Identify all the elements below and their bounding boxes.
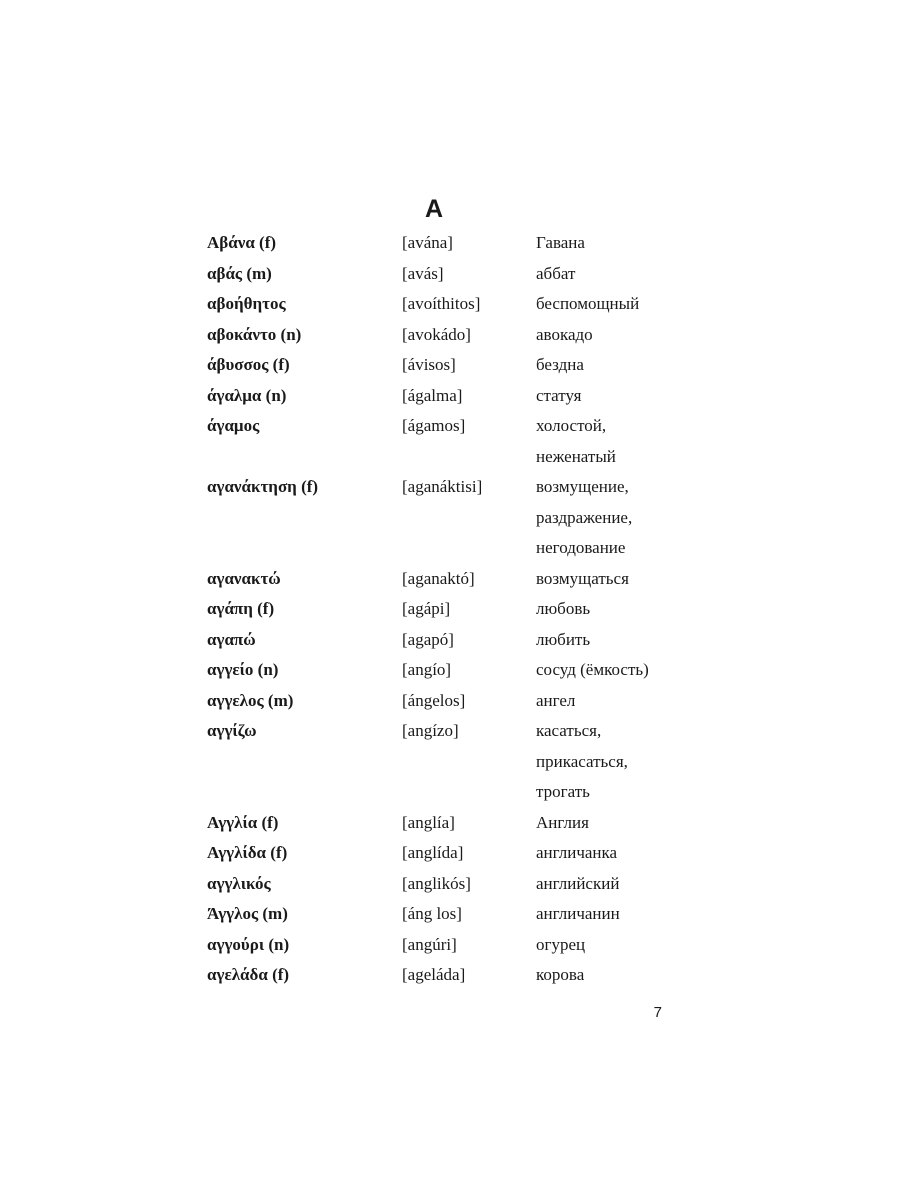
- entry-translation: [536, 838, 677, 869]
- entry-translation: [536, 686, 677, 717]
- translation-line: англичанка: [536, 843, 618, 862]
- entry-pronunciation: [anglía]: [402, 812, 455, 832]
- translation-line: огурец: [536, 934, 586, 954]
- entry-pronunciation: [aganaktó]: [402, 568, 475, 588]
- dictionary-entry: [207, 625, 677, 656]
- entry-pronunciation: [ágamos]: [402, 416, 466, 435]
- translation-line: трогать: [536, 782, 590, 801]
- entry-term: αγγίζω: [207, 721, 257, 740]
- dictionary-entry: [207, 899, 677, 930]
- dictionary-entry: [207, 289, 677, 320]
- entry-pronunciation: [ávisos]: [402, 355, 456, 374]
- entry-translation: [536, 625, 677, 656]
- translation-line: любить: [536, 629, 591, 649]
- entry-translation: [536, 930, 677, 961]
- entry-term: αγανακτώ: [207, 568, 281, 588]
- entry-term: αβοκάντο (n): [207, 324, 302, 344]
- entry-pronunciation: [anglída]: [402, 843, 464, 862]
- translation-line: Англия: [536, 812, 589, 832]
- entry-term: Αβάνα (f): [207, 233, 277, 252]
- entry-term: αγελάδα (f): [207, 965, 290, 984]
- entry-translation: [536, 716, 677, 808]
- entry-term: Αγγλίδα (f): [207, 843, 288, 862]
- translation-line: неженатый: [536, 446, 616, 466]
- dictionary-entry: [207, 259, 677, 290]
- dictionary-entry: [207, 228, 677, 259]
- entry-pronunciation: [avána]: [402, 233, 453, 252]
- entry-pronunciation: [áng los]: [402, 904, 462, 923]
- translation-line: прикасаться,: [536, 751, 628, 771]
- entry-term: άγαμος: [207, 416, 260, 435]
- dictionary-entry: [207, 381, 677, 412]
- entry-term: αγάπη (f): [207, 599, 275, 618]
- entry-term: αγγείο (n): [207, 660, 279, 679]
- translation-line: возмущаться: [536, 568, 629, 588]
- entry-pronunciation: [agápi]: [402, 599, 451, 618]
- entry-term: αβάς (m): [207, 263, 272, 283]
- entry-translation: [536, 350, 677, 381]
- entry-list: [207, 228, 677, 991]
- entry-translation: [536, 289, 677, 320]
- translation-line: касаться,: [536, 721, 602, 740]
- dictionary-entry: [207, 838, 677, 869]
- entry-translation: [536, 564, 677, 595]
- entry-pronunciation: [avoíthitos]: [402, 294, 481, 313]
- dictionary-entry: [207, 686, 677, 717]
- entry-term: Άγγλος (m): [207, 904, 288, 923]
- dictionary-entry: [207, 716, 677, 808]
- entry-translation: [536, 228, 677, 259]
- entry-pronunciation: [angízo]: [402, 721, 459, 740]
- entry-term: Αγγλία (f): [207, 812, 279, 832]
- dictionary-entry: [207, 594, 677, 625]
- translation-line: беспомощный: [536, 294, 640, 313]
- entry-term: άγαλμα (n): [207, 385, 287, 405]
- entry-term: άβυσσος (f): [207, 355, 290, 374]
- entry-pronunciation: [angúri]: [402, 934, 457, 954]
- entry-pronunciation: [angío]: [402, 660, 452, 679]
- translation-line: ангел: [536, 690, 576, 710]
- entry-term: αβοήθητος: [207, 294, 286, 313]
- translation-line: английский: [536, 873, 620, 893]
- dictionary-entry: [207, 930, 677, 961]
- translation-line: любовь: [536, 599, 591, 618]
- entry-translation: [536, 808, 677, 839]
- dictionary-entry: [207, 655, 677, 686]
- dictionary-entry: [207, 350, 677, 381]
- translation-line: англичанин: [536, 904, 620, 923]
- entry-pronunciation: [ageláda]: [402, 965, 466, 984]
- translation-line: корова: [536, 965, 585, 984]
- dictionary-entry: [207, 411, 677, 472]
- entry-translation: [536, 594, 677, 625]
- page-number: 7: [653, 1004, 662, 1021]
- entry-pronunciation: [ágalma]: [402, 385, 463, 405]
- entry-term: αγαπώ: [207, 629, 256, 649]
- entry-translation: [536, 899, 677, 930]
- entry-translation: [536, 381, 677, 412]
- entry-term: αγγούρι (n): [207, 934, 290, 954]
- entry-translation: [536, 320, 677, 351]
- translation-line: бездна: [536, 355, 584, 374]
- translation-line: холостой,: [536, 416, 607, 435]
- entry-pronunciation: [ángelos]: [402, 690, 466, 710]
- dictionary-entry: [207, 808, 677, 839]
- translation-line: возмущение,: [536, 477, 629, 496]
- entry-translation: [536, 259, 677, 290]
- translation-line: аббат: [536, 263, 576, 283]
- dictionary-entry: [207, 960, 677, 991]
- entry-term: αγανάκτηση (f): [207, 477, 319, 496]
- dictionary-entry: [207, 320, 677, 351]
- entry-pronunciation: [avás]: [402, 263, 444, 283]
- entry-translation: [536, 869, 677, 900]
- translation-line: Гавана: [536, 233, 585, 252]
- entry-term: αγγλικός: [207, 873, 271, 893]
- dictionary-entry: [207, 869, 677, 900]
- entry-translation: [536, 411, 677, 472]
- entry-pronunciation: [anglikós]: [402, 873, 471, 893]
- section-letter: A: [424, 195, 444, 223]
- entry-term: αγγελος (m): [207, 690, 294, 710]
- entry-pronunciation: [avokádo]: [402, 324, 471, 344]
- translation-line: сосуд (ёмкость): [536, 660, 649, 679]
- entry-translation: [536, 655, 677, 686]
- entry-translation: [536, 960, 677, 991]
- dictionary-entry: [207, 472, 677, 564]
- entry-pronunciation: [aganáktisi]: [402, 477, 483, 496]
- entry-pronunciation: [agapó]: [402, 629, 454, 649]
- translation-line: авокадо: [536, 324, 593, 344]
- entry-translation: [536, 472, 677, 564]
- translation-line: раздражение,: [536, 507, 633, 527]
- dictionary-entry: [207, 564, 677, 595]
- translation-line: статуя: [536, 385, 582, 405]
- translation-line: негодование: [536, 538, 626, 557]
